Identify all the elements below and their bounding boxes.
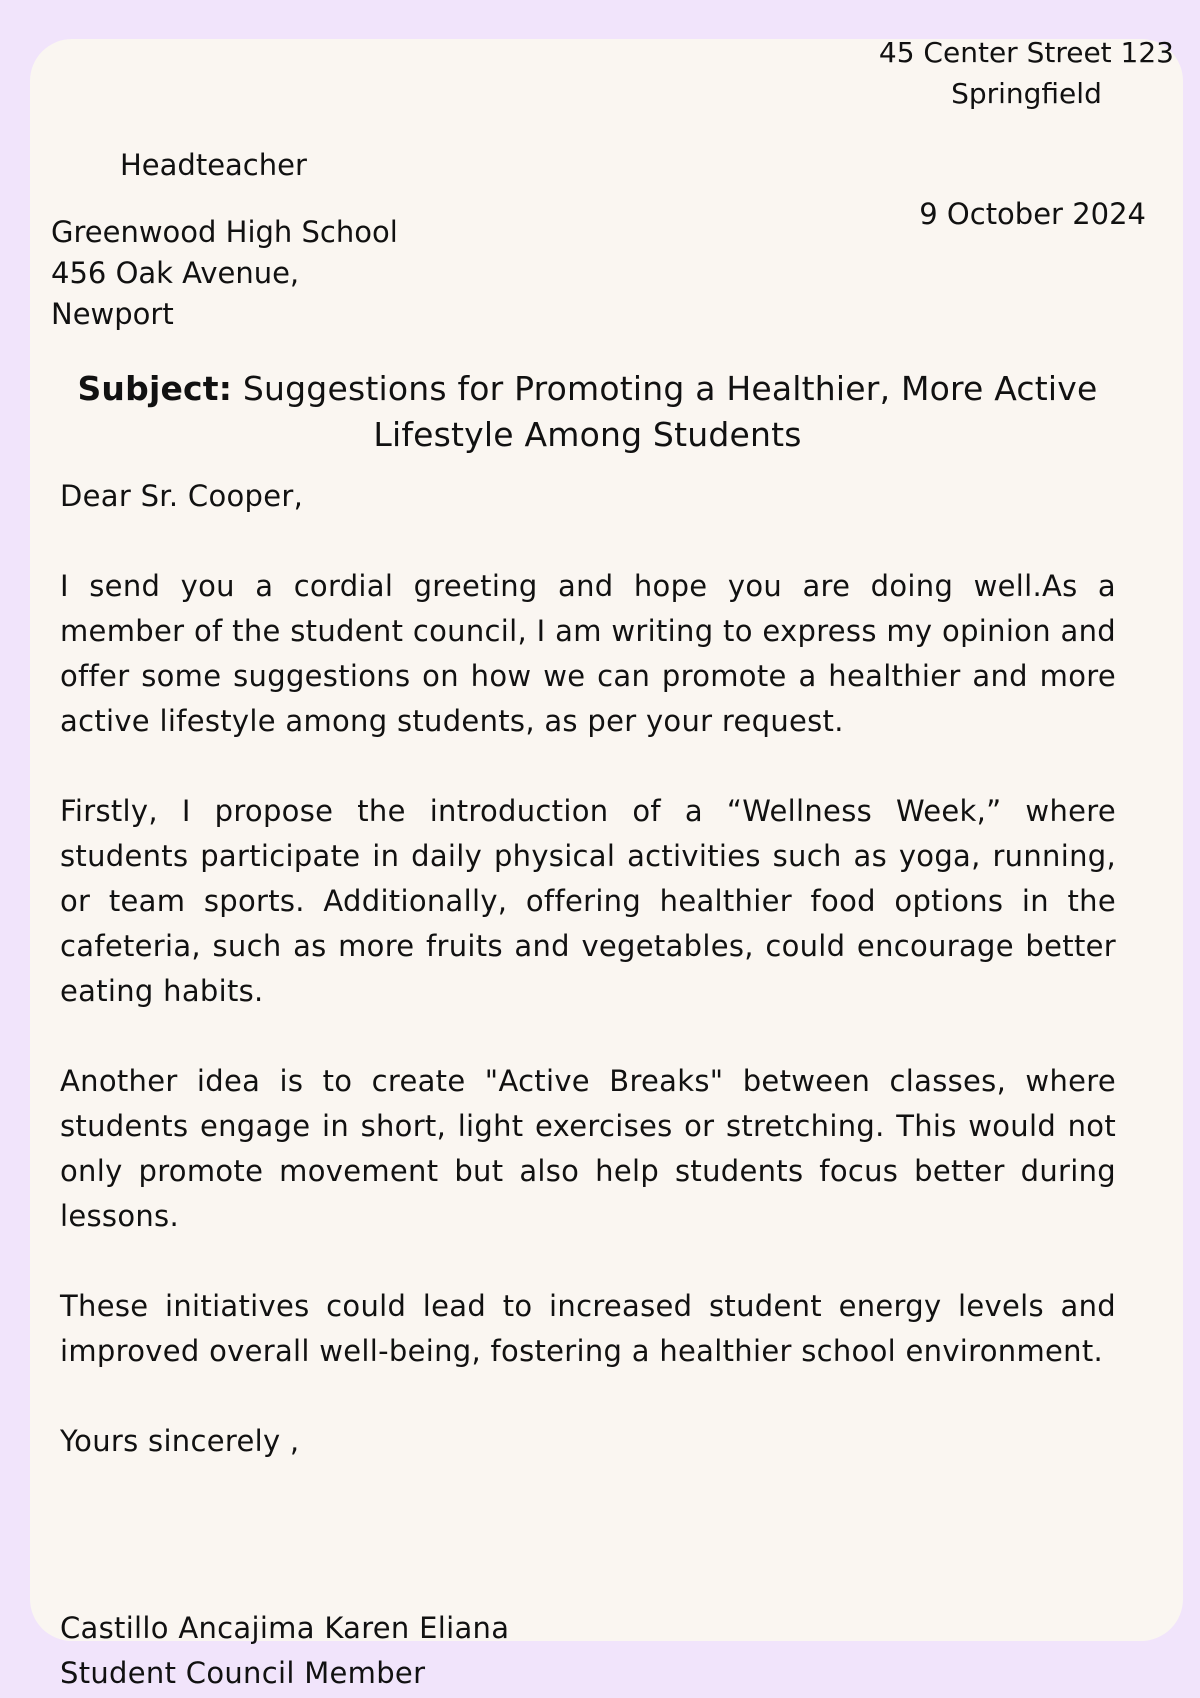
recipient-title: Headteacher xyxy=(120,148,307,182)
recipient-address-line1: 456 Oak Avenue, xyxy=(51,256,300,290)
signature-block xyxy=(60,1606,509,1696)
letter-paragraph: Another idea is to create "Active Breaks" between classes, where students engage in short, light exercises or stretching. This would not only promote movement but also help students focus better during lessons. xyxy=(60,1064,1116,1233)
recipient-school: Greenwood High School xyxy=(51,215,398,249)
letter-paragraph: Firstly, I propose the introduction of a “Wellness Week,” where students participate in daily physical activities such as yoga, running, or team sports. Additionally, offering healthier food options in the cafeteria, such as more fruits and vegetables, could encourage better eating habits. xyxy=(60,794,1116,1008)
sender-address-line2: Springfield xyxy=(951,77,1102,110)
recipient-address xyxy=(51,212,398,335)
sender-address-line1: 45 Center Street 123 xyxy=(878,36,1174,69)
signature-role: Student Council Member xyxy=(60,1656,426,1690)
subject-line xyxy=(50,366,1125,458)
sender-address xyxy=(879,32,1174,114)
subject-label: Subject: xyxy=(77,369,233,408)
subject-text: Suggestions for Promoting a Healthier, More Active Lifestyle Among Students xyxy=(242,369,1098,454)
letter-paragraph: I send you a cordial greeting and hope you are doing well.As a member of the student council, I am writing to express my opinion and offer some suggestions on how we can promote a healthier and more active lifestyle among students, as per your request. xyxy=(60,569,1116,738)
recipient-address-line2: Newport xyxy=(51,297,174,331)
letter-body xyxy=(60,474,1116,1509)
letter-closing: Yours sincerely , xyxy=(60,1424,300,1458)
signature-name: Castillo Ancajima Karen Eliana xyxy=(60,1611,510,1645)
letter-greeting: Dear Sr. Cooper, xyxy=(60,479,304,513)
letter-date: 9 October 2024 xyxy=(919,197,1146,231)
letter-paragraph: These initiatives could lead to increased student energy levels and improved overall well-being, fostering a healthier school environment. xyxy=(60,1289,1116,1368)
